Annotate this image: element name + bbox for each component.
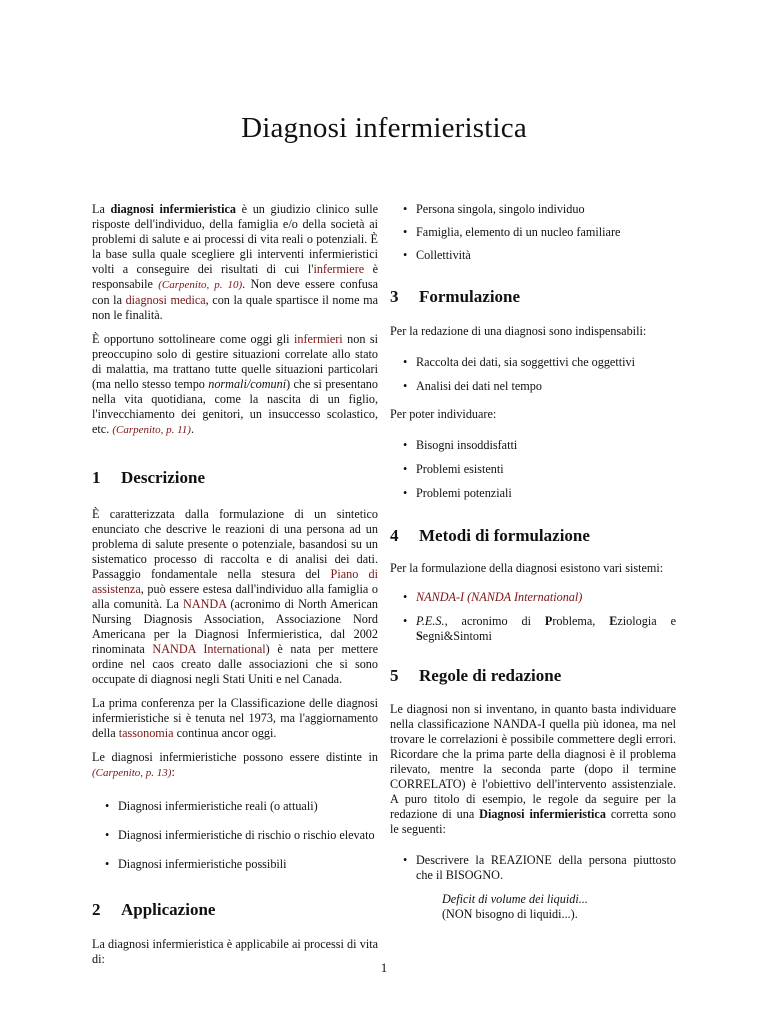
list-item [92,857,378,872]
bullet-icon: • [403,438,408,452]
intro-paragraph-2 [92,332,378,438]
section-title: Applicazione [121,900,216,919]
text: non si preoccupino solo di gestire situazioni correlate allo stato di malattia, ma trattano tutte quelle situazioni particolari (ma nello stesso tempo [92,332,378,391]
link-piano-di-assistenza[interactable]: Piano di assistenza [92,567,378,596]
letter-bold: E [609,614,618,628]
sec1-paragraph-2 [92,696,378,741]
bullet-icon: • [105,857,110,871]
text: , può essere estesa dall'individuo alla famiglia o alla comunità. La [92,582,378,611]
bullet-icon: • [403,853,408,867]
list-item [92,828,378,843]
bullet-icon: • [403,590,408,604]
list-item [390,202,676,217]
methods-list [390,590,676,644]
list-item [390,379,676,394]
requirements-list [390,355,676,394]
emphasis: normali/comuni [208,377,287,391]
page-number: 1 [380,960,388,975]
list-item-text: Famiglia, elemento di un nucleo familiare [416,225,621,239]
text: . Non deve essere confusa con la [92,277,378,307]
identification-list [390,438,676,501]
letter-bold: P [544,614,553,628]
list-item-text: Problemi potenziali [416,486,512,500]
sec5-paragraph-1 [390,702,676,837]
quote-line-2: (NON bisogno di liquidi...). [442,907,578,921]
bullet-icon: • [105,828,110,842]
example-quote [442,892,676,922]
text: È opportuno sottolineare come oggi gli [92,332,294,346]
rules-list [390,853,676,883]
section-number: 3 [390,287,399,306]
link-infermiere[interactable]: infermiere [313,262,365,276]
bullet-icon: • [403,462,408,476]
text: continua ancor oggi. [173,726,277,740]
section-number: 5 [390,666,399,685]
sec1-paragraph-1 [92,507,378,687]
section-heading-5 [390,668,676,683]
quote-text: Deficit di volume dei liquidi... [442,892,588,906]
acronym: P.E.S. [416,614,445,628]
list-item [390,355,676,370]
text: La prima conferenza per la Classificazione delle diagnosi infermieristiche si è tenuta nel 1973, ma l'aggiornamento della [92,696,378,740]
sec1-paragraph-3 [92,750,378,781]
text: , con la quale spartisce il nome ma non le finalità. [92,293,378,322]
list-item-text: Persona singola, singolo individuo [416,202,585,216]
text: (acronimo di North American Nursing Diagnosis Association, Associazione Nord Americana per la Diagnosi Infermieristica, dal 2002 rinominata [92,597,378,656]
text: egni&Sintomi [422,629,492,643]
list-item-text: Diagnosi infermieristiche di rischio o rischio elevato [118,828,375,842]
link-tassonomia[interactable]: tassonomia [118,726,174,740]
text: è responsabile [92,262,378,291]
application-list [390,202,676,263]
text: La [92,202,111,216]
link-nanda-international[interactable]: NANDA International [152,642,266,656]
list-item [390,248,676,263]
list-item [390,462,676,477]
section-title: Descrizione [121,468,206,487]
bullet-icon: • [403,248,408,262]
link-nanda-i[interactable]: NANDA-I (NANDA International) [416,590,583,604]
term-bold: diagnosi infermieristica [110,202,236,216]
citation[interactable]: (Carpenito, p. 13) [92,767,172,779]
list-item-text: Diagnosi infermieristiche reali (o attuali) [118,799,318,813]
citation[interactable]: (Carpenito, p. 10) [158,279,243,291]
text: roblema, [552,614,610,628]
text: . [190,422,194,436]
list-item [390,225,676,240]
text: : [171,765,175,779]
diagnosis-types-list [92,799,378,872]
bullet-icon: • [403,486,408,500]
link-nanda[interactable]: NANDA [183,597,227,611]
list-item-text: Descrivere la REAZIONE della persona piuttosto che il BISOGNO. [416,853,676,882]
text: è un giudizio clinico sulle risposte dell'individuo, della famiglia e/o della società ai problemi di salute e ai processi di vita reali o potenziali. È la base sulla quale scegliere gli interventi infermieristici volti a conseguire dei risultati di cui l' [92,202,378,276]
list-item-text: Raccolta dei dati, sia soggettivi che oggettivi [416,355,635,369]
bullet-icon: • [403,355,408,369]
list-item [92,799,378,814]
left-column [92,202,378,976]
intro-paragraph-1 [92,202,378,323]
sec2-paragraph-1: La diagnosi infermieristica è applicabile ai processi di vita di: [92,937,378,966]
section-heading-4 [390,528,676,543]
section-title: Regole di redazione [419,666,562,685]
right-column [390,202,676,922]
citation[interactable]: (Carpenito, p. 11) [112,424,191,436]
section-heading-1 [92,470,378,485]
section-heading-3 [390,289,676,304]
quote-line-1 [442,892,676,907]
link-infermieri[interactable]: infermieri [293,332,343,346]
text: corretta sono le seguenti: [390,807,676,836]
sec4-paragraph-1: Per la formulazione della diagnosi esistono vari sistemi: [390,561,664,575]
list-item-text: Problemi esistenti [416,462,504,476]
list-item-text: Analisi dei dati nel tempo [416,379,542,393]
section-number: 4 [390,526,399,545]
bullet-icon: • [105,799,110,813]
sec3-paragraph-1: Per la redazione di una diagnosi sono indispensabili: [390,324,647,338]
text: ) è nata per mettere ordine nel caos creato dalle associazioni che si sono occupate di diagnosi negli Stati Uniti e nel Canada. [92,642,378,686]
link-diagnosi-medica[interactable]: diagnosi medica [125,293,206,307]
letter-bold: S [416,629,423,643]
text: È caratterizzata dalla formulazione di un sintetico enunciato che descrive le reazioni di una persona ad un problema di salute presente o potenziale, basandosi su un sistematico processo di raccolta e di analisi dei dati. Passaggio fondamentale nella stesura del [92,507,378,581]
section-title: Formulazione [419,287,521,306]
list-item-text: Diagnosi infermieristiche possibili [118,857,287,871]
sec3-paragraph-2: Per poter individuare: [390,407,497,421]
list-item [390,438,676,453]
text: ziologia e [617,614,676,628]
text: , acronimo di [444,614,545,628]
text: Le diagnosi infermieristiche possono essere distinte in [92,750,378,764]
term-bold: Diagnosi infermieristica [479,807,606,821]
bullet-icon: • [403,202,408,216]
page-title: Diagnosi infermieristica [241,112,527,144]
bullet-icon: • [403,379,408,393]
text: ) che si presentano nella vita quotidiana, come la nascita di un figlio, l'invecchiamento dei genitori, un insuccesso scolastico, etc. [92,377,378,436]
list-item [390,486,676,501]
list-item [390,853,676,883]
bullet-icon: • [403,225,408,239]
list-item [390,590,676,605]
section-heading-2 [92,902,378,917]
section-number: 1 [92,468,101,487]
bullet-icon: • [403,614,408,628]
list-item-text: Collettività [416,248,471,262]
section-number: 2 [92,900,101,919]
list-item-text: Bisogni insoddisfatti [416,438,518,452]
text: Le diagnosi non si inventano, in quanto basta individuare nella classificazione NANDA-I quella più idonea, ma nel trovare le correlazioni è possibile commettere degli errori. Ricordare che la prima parte della diagnosi è il problema rilevato, mentre la seconda parte (dopo il termine CORRELATO) è l'obiettivo dell'intervento assistenziale. A puro titolo di esempio, le regole da seguire per la redazione di una [390,702,676,821]
list-item [390,614,676,644]
section-title: Metodi di formulazione [419,526,590,545]
